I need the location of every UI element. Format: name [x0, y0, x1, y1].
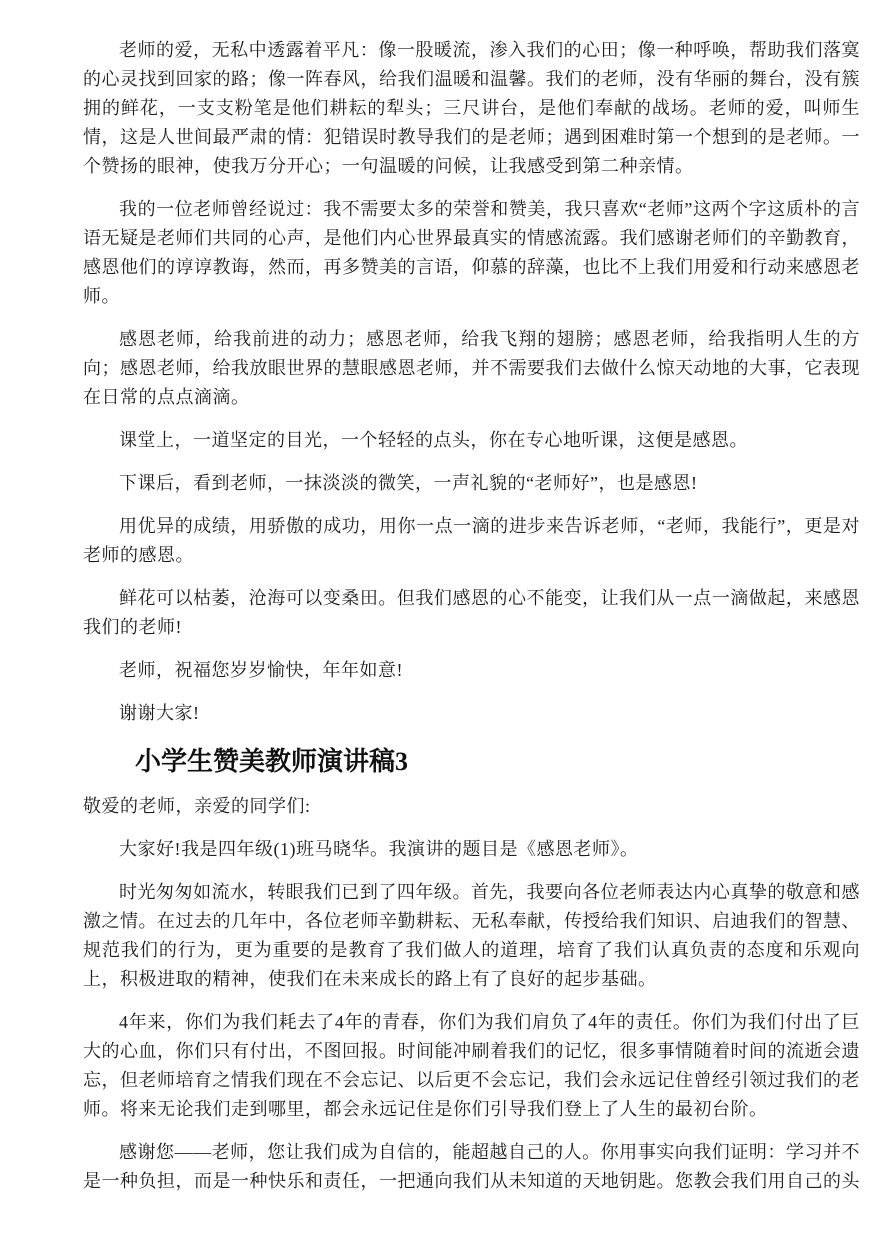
paragraph: 感恩老师，给我前进的动力；感恩老师，给我飞翔的翅膀；感恩老师，给我指明人生的方向；感恩老师，给我放眼世界的慧眼感恩老师，并不需要我们去做什么惊天动地的大事，它表现在日常的点点滴滴。 [83, 329, 860, 407]
paragraph: 老师的爱，无私中透露着平凡：像一股暖流，渗入我们的心田；像一种呼唤，帮助我们落寞的心灵找到回家的路；像一阵春风，给我们温暖和温馨。我们的老师，没有华丽的舞台，没有簇拥的鲜花，一支支粉笔是他们耕耘的犁头；三尺讲台，是他们奉献的战场。老师的爱，叫师生情，这是人世间最严肃的情：犯错误时教导我们的是老师；遇到困难时第一个想到的是老师。一个赞扬的眼神，使我万分开心；一句温暖的问候，让我感受到第二种亲情。 [83, 40, 860, 176]
paragraph: 大家好!我是四年级(1)班马晓华。我演讲的题目是《感恩老师》。 [119, 839, 639, 859]
paragraph: 用优异的成绩，用骄傲的成功，用你一点一滴的进步来告诉老师，“老师，我能行”，更是对老师的感恩。 [83, 516, 860, 565]
paragraph: 我的一位老师曾经说过：我不需要太多的荣誉和赞美，我只喜欢“老师”这两个字这质朴的言语无疑是老师们共同的心声，是他们内心世界最真实的情感流露。我们感谢老师们的辛勤教育，感恩他们的谆谆教诲，然而，再多赞美的言语，仰慕的辞藻，也比不上我们用爱和行动来感恩老师。 [83, 199, 860, 306]
paragraph: 下课后，看到老师，一抹淡淡的微笑，一声礼貌的“老师好”，也是感恩! [119, 473, 698, 493]
paragraph: 鲜花可以枯萎，沧海可以变桑田。但我们感恩的心不能变，让我们从一点一滴做起，来感恩我们的老师! [83, 588, 860, 637]
paragraph: 谢谢大家! [119, 703, 200, 723]
section-heading: 小学生赞美教师演讲稿3 [135, 747, 409, 776]
paragraph: 时光匆匆如流水，转眼我们已到了四年级。首先，我要向各位老师表达内心真挚的敬意和感激之情。在过去的几年中，各位老师辛勤耕耘、无私奉献，传授给我们知识、启迪我们的智慧、规范我们的行为，更为重要的是教育了我们做人的道理，培育了我们认真负责的态度和乐观向上，积极进取的精神，使我们在未来成长的路上有了良好的起步基础。 [83, 882, 860, 989]
paragraph: 课堂上，一道坚定的目光，一个轻轻的点头，你在专心地听课，这便是感恩。 [119, 430, 748, 450]
paragraph: 感谢您——老师，您让我们成为自信的，能超越自己的人。你用事实向我们证明：学习并不是一种负担，而是一种快乐和责任，一把通向我们从未知道的天地钥匙。您教会我们用自己的头 [83, 1142, 860, 1191]
paragraph: 4年来，你们为我们耗去了4年的青春，你们为我们肩负了4年的责任。你们为我们付出了巨大的心血，你们只有付出，不图回报。时间能冲刷着我们的记忆，很多事情随着时间的流逝会遗忘，但老师培育之情我们现在不会忘记、以后更不会忘记，我们会永远记住曾经引领过我们的老师。将来无论我们走到哪里，都会永远记住是你们引导我们登上了人生的最初台阶。 [83, 1012, 860, 1119]
paragraph: 老师，祝福您岁岁愉快，年年如意! [119, 660, 403, 680]
salutation: 敬爱的老师，亲爱的同学们: [83, 796, 311, 816]
